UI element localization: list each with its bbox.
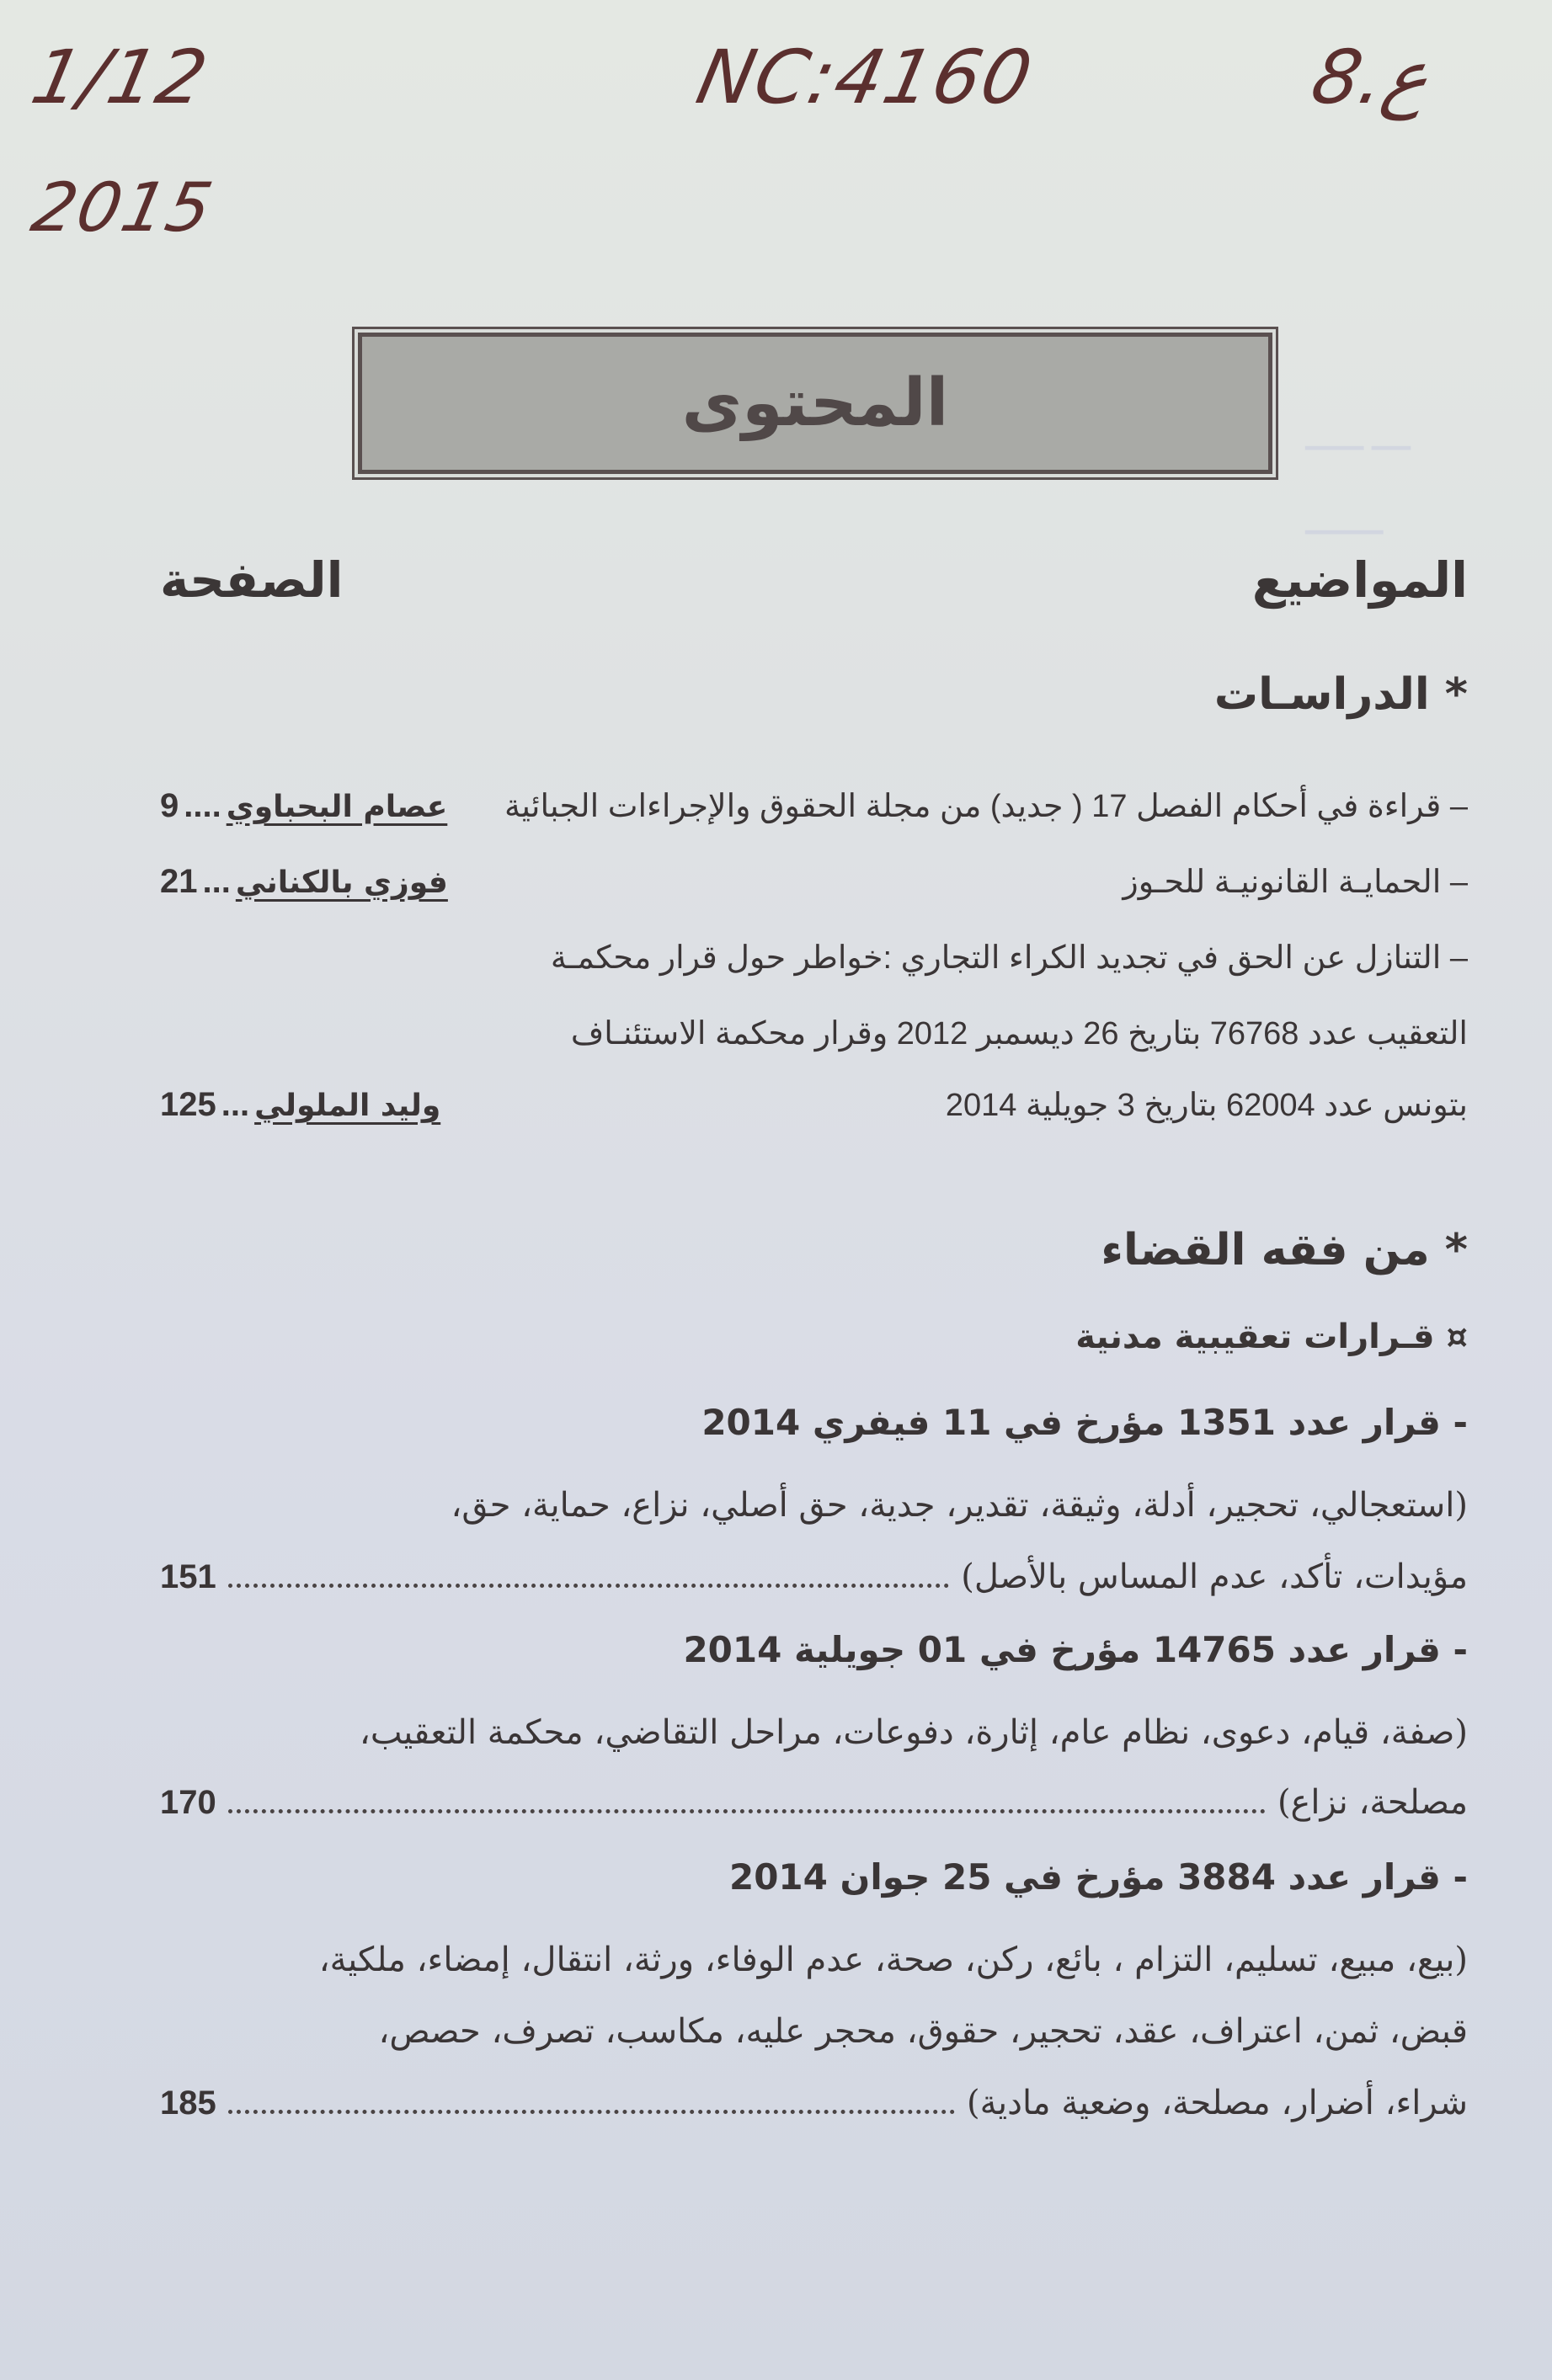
toc-entry[interactable] (160, 787, 1468, 825)
section-title: * من فقه القضاء (1101, 1225, 1468, 1275)
dot-leader: .... (184, 787, 221, 824)
entry-title-line-2: التعقيب عدد 76768 بتاريخ 26 ديسمبر 2012 وقرار محكمة الاستئنـاف (570, 1016, 1468, 1052)
dot-leader (228, 1809, 1266, 1813)
page-title: المحتوى (681, 365, 949, 441)
decision-title: - قرار عدد 3884 مؤرخ في 25 جوان 2014 (728, 1856, 1468, 1898)
bleed-through-text: ▁▁ ▁▁▁ (1305, 421, 1411, 450)
header-topics: المواضيع (1251, 551, 1468, 609)
page-number: 21 (160, 863, 198, 900)
author-name: وليد الملولي (254, 1089, 441, 1123)
decision-keywords-line-1: (بيع، مبيع، تسليم، التزام ، بائع، ركن، صحة، عدم الوفاء، ورثة، انتقال، إمضاء، ملكية، (318, 1941, 1468, 1979)
entry-title-line-1: – التنازل عن الحق في تجديد الكراء التجاري :خواطر حول قرار محكمـة (550, 940, 1468, 976)
decision-keywords-row (160, 1713, 1468, 1752)
handwritten-call-number: NC:4160 (690, 34, 1041, 120)
decision-keywords-line-1: (صفة، قيام، دعوى، نظام عام، إثارة، دفوعات، مراحل التقاضي، محكمة التعقيب، (359, 1713, 1468, 1752)
handwritten-year: 2015 (25, 168, 221, 247)
decision-keywords-line-2: مصلحة، نزاع) (1277, 1783, 1468, 1822)
dot-leader (228, 2110, 955, 2114)
dot-leader: ... (202, 863, 231, 900)
subsection-heading (160, 1318, 1468, 1356)
bleed-through-text: ▁▁▁▁ (1305, 505, 1384, 535)
page-number: 170 (160, 1784, 216, 1821)
decision-keywords-line-2: مؤيدات، تأكد، عدم المساس بالأصل) (961, 1557, 1468, 1596)
toc-entry[interactable] (160, 1086, 1468, 1124)
decision-title-row[interactable] (160, 1856, 1468, 1898)
entry-page-group (160, 863, 448, 901)
section-title: * الدراسـات (1213, 669, 1468, 720)
decision-keywords-line-2: قبض، ثمن، اعتراف، عقد، تحجير، حقوق، محجر عليه، مكاسب، تصرف، حصص، (378, 2012, 1468, 2051)
page-number: 9 (160, 787, 179, 824)
title-box (352, 327, 1278, 480)
title-box-inner (358, 333, 1272, 474)
decision-keywords-line-1: (استعجالي، تحجير، أدلة، وثيقة، تقدير، جدية، حق أصلي، نزاع، حماية، حق، (451, 1486, 1468, 1525)
decision-keywords-row (160, 1557, 1468, 1596)
entry-title: – الحمايـة القانونيـة للحـوز (1123, 865, 1468, 900)
handwritten-shelf-number: 1/12 (24, 34, 216, 120)
toc-entry[interactable] (160, 863, 1468, 901)
decision-keywords-row (160, 2084, 1468, 2122)
header-page: الصفحة (160, 551, 344, 609)
decision-title-row[interactable] (160, 1402, 1468, 1443)
decision-title: - قرار عدد 1351 مؤرخ في 11 فيفري 2014 (701, 1402, 1468, 1443)
entry-title: – قراءة في أحكام الفصل 17 ( جديد) من مجلة الحقوق والإجراءات الجبائية (504, 789, 1468, 824)
dot-leader: ... (221, 1086, 250, 1123)
handwritten-classification: 8.ع (1304, 34, 1438, 120)
section-heading-jurisprudence (160, 1225, 1468, 1275)
decision-keywords-row (160, 1783, 1468, 1822)
page-number: 125 (160, 1086, 216, 1123)
decision-keywords-row (160, 1486, 1468, 1525)
author-name: فوزي بالكناني (235, 865, 448, 900)
decision-title: - قرار عدد 14765 مؤرخ في 01 جويلية 2014 (683, 1629, 1468, 1670)
dot-leader (228, 1584, 949, 1588)
decision-title-row[interactable] (160, 1629, 1468, 1670)
decision-keywords-row (160, 2012, 1468, 2051)
decision-keywords-row (160, 1941, 1468, 1979)
entry-title-line-3: بتونس عدد 62004 بتاريخ 3 جويلية 2014 (945, 1088, 1468, 1123)
column-headers (160, 551, 1468, 609)
toc-entry-line (160, 939, 1468, 977)
page-number: 185 (160, 2084, 216, 2122)
decision-keywords-line-3: شراء، أضرار، مصلحة، وضعية مادية) (967, 2084, 1468, 2122)
section-heading-studies (160, 669, 1468, 720)
subsection-title: ¤ قـرارات تعقيبية مدنية (1075, 1318, 1468, 1356)
page-number: 151 (160, 1558, 216, 1595)
author-name: عصام البحباوي (226, 790, 448, 824)
toc-entry-line (160, 1014, 1468, 1052)
entry-page-group (160, 787, 447, 825)
entry-page-group (160, 1086, 440, 1124)
